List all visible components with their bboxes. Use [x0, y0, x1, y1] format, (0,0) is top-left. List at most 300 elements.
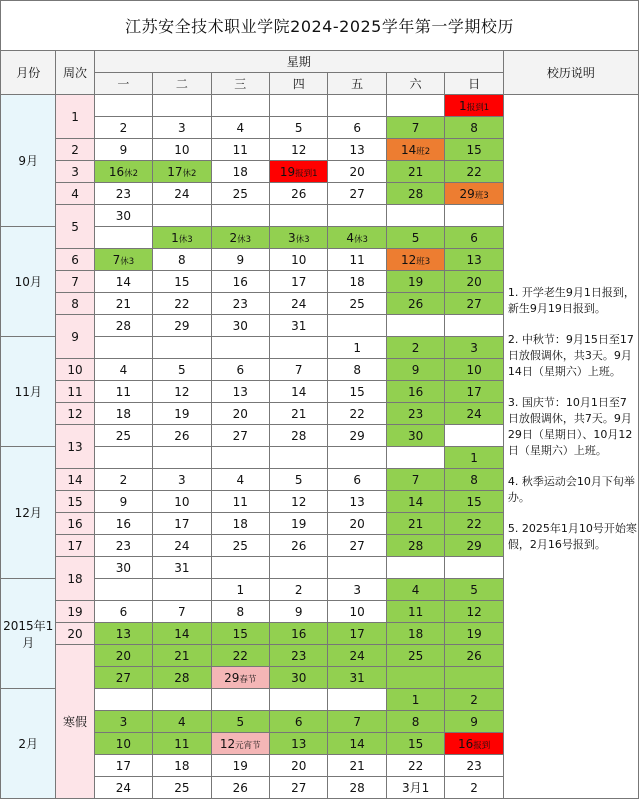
day-cell: [445, 95, 504, 117]
day-number: 5: [470, 582, 478, 597]
day-cell: [328, 403, 386, 425]
day-number: 26: [232, 780, 248, 795]
day-cell: [328, 491, 386, 513]
day-number: 21: [291, 406, 307, 421]
day-number: 30: [115, 208, 132, 223]
day-number: 12: [401, 252, 417, 267]
day-cell: [94, 315, 152, 337]
day-number: 8: [411, 714, 420, 729]
day-cell: [211, 579, 269, 601]
day-cell: [386, 139, 444, 161]
day-number: 10: [291, 252, 307, 267]
day-number: 3: [353, 582, 361, 597]
day-number: 22: [407, 758, 424, 773]
day-number: 13: [232, 384, 248, 399]
day-cell: [211, 755, 269, 777]
day-number: 24: [174, 186, 190, 201]
week-number: 20: [56, 623, 94, 645]
day-cell: [386, 491, 444, 513]
day-number: 10: [466, 362, 482, 377]
day-cell: [153, 271, 211, 293]
day-number: 24: [115, 780, 132, 795]
day-number: 14: [291, 384, 307, 399]
week-number: 16: [56, 513, 94, 535]
day-cell: [386, 733, 444, 755]
day-cell: [211, 95, 269, 117]
day-cell: [270, 227, 328, 249]
day-number: 29: [174, 318, 190, 333]
day-cell: [328, 447, 386, 469]
day-cell: [270, 183, 328, 205]
day-cell: [445, 601, 504, 623]
day-number: 29: [459, 186, 475, 201]
day-cell: [270, 381, 328, 403]
day-cell: [270, 777, 328, 799]
note-item: 4. 秋季运动会10月下旬举办。: [507, 475, 635, 504]
day-number: 14: [407, 494, 424, 509]
day-number: 24: [466, 406, 482, 421]
day-number: 22: [349, 406, 365, 421]
day-cell: [270, 117, 328, 139]
day-number: 10: [115, 736, 132, 751]
day-cell: [386, 623, 444, 645]
day-number: 6: [353, 120, 361, 135]
day-cell: [328, 645, 386, 667]
day-number: 4: [178, 714, 186, 729]
day-cell: [445, 579, 504, 601]
day-number: 11: [174, 736, 190, 751]
day-number: 12: [219, 736, 236, 751]
day-number: 12: [466, 604, 482, 619]
day-note: 休2: [124, 168, 139, 179]
header-day: 日: [445, 73, 504, 95]
day-cell: [270, 755, 328, 777]
day-cell: [445, 689, 504, 711]
day-cell: [94, 271, 152, 293]
note-item: 1. 开学老生9月1日报到，新生9月19日报到。: [507, 286, 635, 315]
day-cell: [94, 777, 152, 799]
day-cell: [270, 447, 328, 469]
month-label: 2015年1月: [1, 579, 56, 689]
day-number: 1: [236, 582, 245, 597]
day-number: 3: [178, 472, 186, 487]
day-number: 25: [232, 538, 248, 553]
day-cell: [328, 755, 386, 777]
day-cell: [94, 579, 152, 601]
day-cell: [153, 513, 211, 535]
day-number: 25: [349, 296, 365, 311]
day-number: 9: [119, 142, 128, 157]
month-label: 12月: [1, 447, 56, 579]
day-cell: [270, 491, 328, 513]
day-cell: [328, 711, 386, 733]
day-number: 5: [411, 230, 420, 245]
day-number: 9: [294, 604, 303, 619]
week-number: 17: [56, 535, 94, 557]
day-cell: [94, 161, 152, 183]
day-number: 26: [291, 186, 307, 201]
week-number: 1: [56, 95, 94, 139]
day-number: 19: [279, 164, 296, 179]
day-number: 22: [232, 648, 248, 663]
day-number: 23: [115, 538, 132, 553]
day-cell: [328, 535, 386, 557]
day-number: 26: [466, 648, 482, 663]
day-cell: [270, 535, 328, 557]
day-cell: [445, 711, 504, 733]
day-note: 班2: [416, 146, 431, 157]
day-number: 11: [407, 604, 424, 619]
day-number: 15: [466, 494, 482, 509]
day-cell: [386, 689, 444, 711]
day-cell: [153, 755, 211, 777]
day-number: 23: [466, 758, 482, 773]
day-cell: [445, 447, 504, 469]
day-number: 30: [232, 318, 248, 333]
day-number: 1: [459, 98, 467, 113]
day-cell: [94, 337, 152, 359]
day-cell: [94, 667, 152, 689]
day-number: 2: [411, 340, 420, 355]
header-day: 二: [153, 73, 211, 95]
day-cell: [445, 557, 504, 579]
day-cell: [445, 513, 504, 535]
day-cell: [386, 711, 444, 733]
day-number: 7: [178, 604, 186, 619]
day-number: 24: [174, 538, 190, 553]
day-cell: [94, 689, 152, 711]
week-number: 2: [56, 139, 94, 161]
day-cell: [94, 381, 152, 403]
day-cell: [153, 535, 211, 557]
day-number: 27: [466, 296, 482, 311]
day-cell: [445, 293, 504, 315]
day-number: 28: [291, 428, 307, 443]
week-number: 15: [56, 491, 94, 513]
day-cell: [270, 249, 328, 271]
day-number: 8: [178, 252, 186, 267]
day-cell: [211, 513, 269, 535]
week-number: 6: [56, 249, 94, 271]
day-cell: [94, 711, 152, 733]
day-number: 21: [349, 758, 365, 773]
day-cell: [211, 161, 269, 183]
day-note: 报到: [473, 740, 491, 751]
day-cell: [94, 293, 152, 315]
day-cell: [386, 777, 444, 799]
week-number: 3: [56, 161, 94, 183]
day-number: 23: [407, 406, 424, 421]
day-cell: [328, 733, 386, 755]
day-number: 24: [349, 648, 365, 663]
day-cell: [386, 535, 444, 557]
day-number: 4: [236, 472, 245, 487]
day-cell: [270, 689, 328, 711]
day-number: 5: [294, 472, 303, 487]
day-number: 19: [407, 274, 424, 289]
day-number: 20: [466, 274, 482, 289]
header-notes: 校历说明: [503, 51, 638, 95]
day-number: 2: [470, 780, 478, 795]
day-number: 25: [232, 186, 248, 201]
day-number: 3月1: [401, 781, 430, 795]
day-cell: [211, 711, 269, 733]
week-number: 18: [56, 557, 94, 601]
day-number: 6: [236, 362, 245, 377]
day-cell: [386, 469, 444, 491]
day-cell: [386, 403, 444, 425]
week-number: 11: [56, 381, 94, 403]
day-cell: [270, 557, 328, 579]
day-number: 20: [115, 648, 132, 663]
day-cell: [270, 513, 328, 535]
day-number: 2: [119, 472, 128, 487]
day-number: 30: [115, 560, 132, 575]
day-number: 2: [119, 120, 128, 135]
day-cell: [153, 315, 211, 337]
day-cell: [445, 183, 504, 205]
day-cell: [328, 667, 386, 689]
day-cell: [386, 359, 444, 381]
day-cell: [445, 425, 504, 447]
day-note: 休3: [237, 234, 252, 245]
day-cell: [328, 161, 386, 183]
day-number: 22: [174, 296, 190, 311]
day-number: 1: [353, 340, 361, 355]
school-calendar-table: [0, 50, 639, 799]
day-cell: [386, 601, 444, 623]
day-cell: [386, 183, 444, 205]
day-number: 7: [112, 252, 121, 267]
day-cell: [386, 315, 444, 337]
day-cell: [386, 667, 444, 689]
week-number: 4: [56, 183, 94, 205]
day-number: 9: [411, 362, 420, 377]
day-number: 19: [466, 626, 482, 641]
header-week: 周次: [56, 51, 94, 95]
day-cell: [153, 667, 211, 689]
day-number: 18: [232, 516, 248, 531]
day-number: 18: [407, 626, 424, 641]
day-number: 19: [291, 516, 307, 531]
day-cell: [153, 733, 211, 755]
day-number: 27: [115, 670, 132, 685]
day-number: 16: [108, 164, 125, 179]
day-cell: [328, 95, 386, 117]
day-cell: [445, 491, 504, 513]
day-number: 15: [349, 384, 365, 399]
day-number: 29: [224, 670, 240, 685]
day-number: 26: [407, 296, 424, 311]
day-cell: [328, 513, 386, 535]
day-cell: [211, 733, 269, 755]
day-note: 班3: [416, 256, 431, 267]
day-cell: [386, 513, 444, 535]
header-month: 月份: [1, 51, 56, 95]
day-number: 15: [232, 626, 248, 641]
day-cell: [328, 315, 386, 337]
day-cell: [445, 337, 504, 359]
day-note: 春节: [239, 674, 257, 685]
day-number: 12: [291, 494, 307, 509]
day-number: 28: [407, 186, 424, 201]
day-cell: [211, 535, 269, 557]
day-number: 25: [407, 648, 424, 663]
day-number: 23: [291, 648, 307, 663]
day-number: 21: [407, 516, 424, 531]
day-number: 14: [174, 626, 190, 641]
day-cell: [328, 469, 386, 491]
day-cell: [445, 117, 504, 139]
week-number: 7: [56, 271, 94, 293]
day-number: 22: [466, 516, 482, 531]
day-number: 14: [401, 142, 417, 157]
day-number: 13: [349, 142, 365, 157]
day-number: 26: [174, 428, 190, 443]
day-number: 31: [349, 670, 365, 685]
day-number: 3: [119, 714, 128, 729]
day-cell: [94, 491, 152, 513]
day-cell: [270, 95, 328, 117]
day-number: 3: [178, 120, 186, 135]
day-cell: [386, 381, 444, 403]
header-day: 三: [211, 73, 269, 95]
day-cell: [328, 227, 386, 249]
day-number: 31: [291, 318, 307, 333]
day-cell: [445, 777, 504, 799]
day-number: 1: [411, 692, 420, 707]
day-note: 休3: [120, 256, 135, 267]
day-number: 11: [232, 142, 248, 157]
day-cell: [386, 579, 444, 601]
day-number: 29: [349, 428, 365, 443]
day-cell: [328, 381, 386, 403]
day-cell: [94, 645, 152, 667]
header-weekday: 星期: [94, 51, 503, 73]
day-cell: [94, 205, 152, 227]
day-cell: [270, 205, 328, 227]
day-cell: [328, 293, 386, 315]
day-number: 28: [349, 780, 365, 795]
month-label: 2月: [1, 689, 56, 799]
day-number: 28: [174, 670, 190, 685]
day-cell: [211, 315, 269, 337]
header-day: 六: [386, 73, 444, 95]
day-number: 1: [470, 450, 478, 465]
day-cell: [153, 139, 211, 161]
day-number: 27: [349, 538, 365, 553]
header-day: 五: [328, 73, 386, 95]
day-cell: [386, 557, 444, 579]
month-label: 11月: [1, 337, 56, 447]
day-cell: [270, 579, 328, 601]
day-cell: [270, 623, 328, 645]
day-number: 16: [115, 516, 132, 531]
day-number: 20: [232, 406, 248, 421]
day-cell: [270, 293, 328, 315]
week-number: 19: [56, 601, 94, 623]
day-cell: [153, 711, 211, 733]
day-cell: [270, 469, 328, 491]
day-cell: [211, 227, 269, 249]
day-cell: [386, 227, 444, 249]
day-cell: [211, 183, 269, 205]
day-number: 21: [115, 296, 132, 311]
day-cell: [211, 601, 269, 623]
day-number: 18: [232, 164, 248, 179]
day-cell: [211, 425, 269, 447]
day-number: 10: [174, 494, 190, 509]
note-item: 5. 2025年1月10号开始寒假，2月16号报到。: [507, 522, 637, 551]
day-cell: [270, 359, 328, 381]
day-cell: [94, 469, 152, 491]
day-number: 25: [115, 428, 132, 443]
day-number: 17: [349, 626, 365, 641]
day-cell: [153, 183, 211, 205]
day-number: 2: [294, 582, 303, 597]
day-cell: [328, 249, 386, 271]
day-number: 24: [291, 296, 307, 311]
day-number: 16: [291, 626, 307, 641]
day-cell: [94, 601, 152, 623]
day-cell: [153, 601, 211, 623]
day-cell: [94, 447, 152, 469]
page-title: 江苏安全技术职业学院2024-2025学年第一学期校历: [0, 0, 639, 50]
day-number: 14: [115, 274, 132, 289]
header-day: 四: [270, 73, 328, 95]
day-cell: [211, 117, 269, 139]
day-number: 7: [411, 120, 420, 135]
day-number: 10: [174, 142, 190, 157]
day-cell: [153, 117, 211, 139]
day-cell: [386, 293, 444, 315]
day-number: 27: [232, 428, 248, 443]
day-number: 30: [291, 670, 307, 685]
day-cell: [270, 271, 328, 293]
day-number: 14: [349, 736, 365, 751]
day-number: 11: [232, 494, 248, 509]
day-number: 4: [236, 120, 245, 135]
day-cell: [153, 337, 211, 359]
day-cell: [211, 689, 269, 711]
day-cell: [211, 777, 269, 799]
day-number: 3: [470, 340, 478, 355]
day-cell: [94, 249, 152, 271]
day-cell: [445, 403, 504, 425]
day-cell: [94, 513, 152, 535]
day-cell: [211, 491, 269, 513]
day-number: 28: [407, 538, 424, 553]
day-cell: [94, 359, 152, 381]
day-cell: [94, 755, 152, 777]
note-item: 2. 中秋节：9月15日至17日放假调休，共3天。9月14日（星期六）上班。: [507, 333, 634, 378]
day-cell: [445, 535, 504, 557]
day-number: 2: [229, 230, 238, 245]
day-cell: [328, 601, 386, 623]
day-cell: [94, 557, 152, 579]
day-number: 11: [349, 252, 365, 267]
day-cell: [445, 623, 504, 645]
day-number: 15: [466, 142, 482, 157]
day-cell: [270, 733, 328, 755]
day-cell: [211, 447, 269, 469]
week-number: 8: [56, 293, 94, 315]
week-number: 寒假: [56, 645, 94, 799]
day-cell: [94, 623, 152, 645]
day-number: 21: [407, 164, 424, 179]
day-cell: [445, 469, 504, 491]
day-cell: [270, 425, 328, 447]
